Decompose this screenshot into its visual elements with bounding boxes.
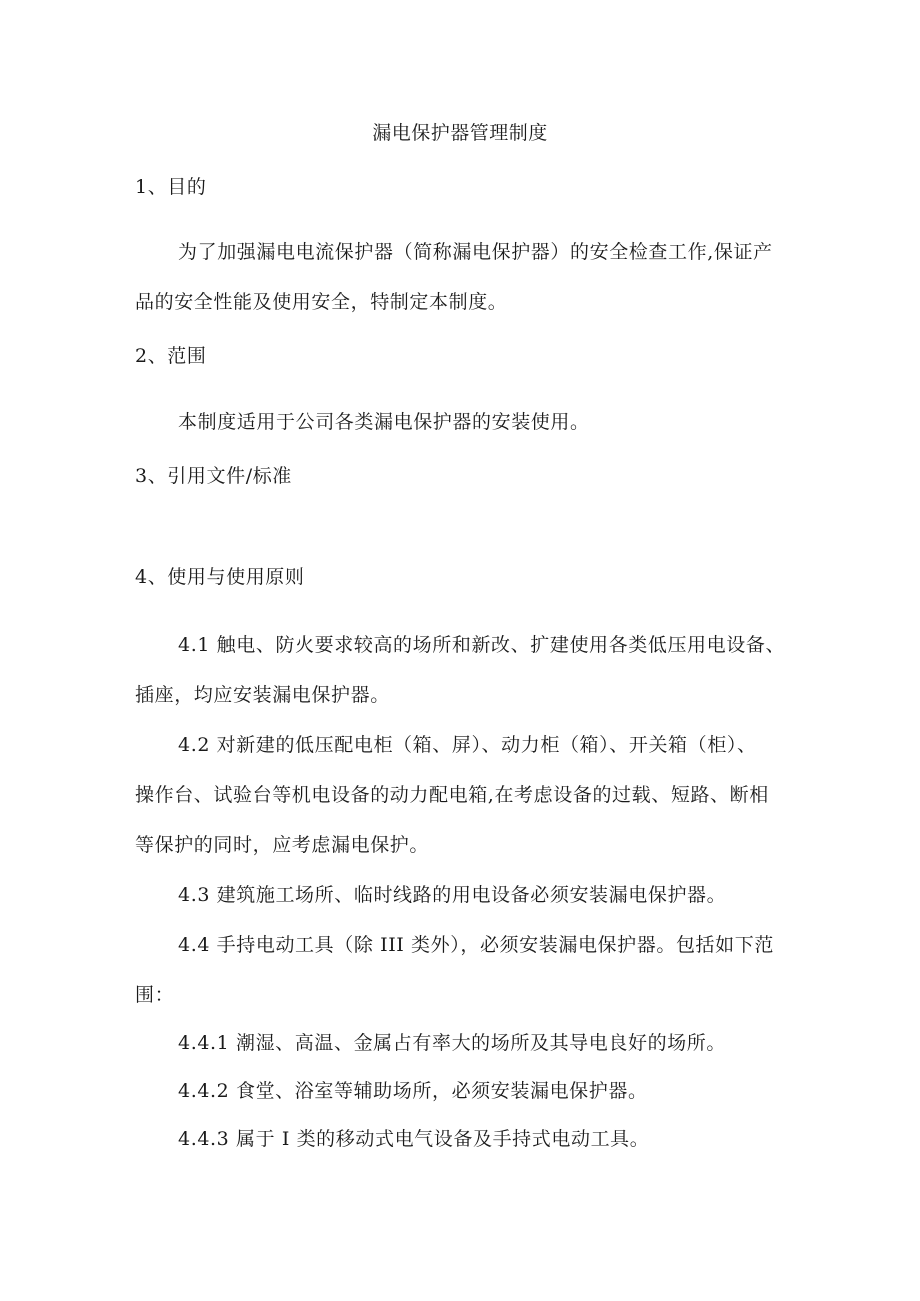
- paragraph-line: 4.4 手持电动工具（除 III 类外），必须安装漏电保护器。包括如下范: [178, 934, 774, 956]
- section-heading-references: 3、引用文件/标准: [135, 465, 292, 487]
- section-heading-purpose: 1、目的: [135, 176, 207, 198]
- paragraph-line: 4.4.1 潮湿、高温、金属占有率大的场所及其导电良好的场所。: [178, 1032, 726, 1054]
- paragraph-line: 4.3 建筑施工场所、临时线路的用电设备必须安装漏电保护器。: [178, 884, 727, 906]
- section-heading-scope: 2、范围: [135, 345, 207, 367]
- paragraph-line: 操作台、试验台等机电设备的动力配电箱,在考虑设备的过载、短路、断相: [135, 784, 769, 806]
- paragraph-line: 本制度适用于公司各类漏电保护器的安装使用。: [178, 411, 590, 433]
- paragraph-line: 围：: [135, 984, 175, 1006]
- paragraph-line: 为了加强漏电电流保护器（简称漏电保护器）的安全检查工作,保证产: [178, 241, 773, 263]
- paragraph-line: 等保护的同时，应考虑漏电保护。: [135, 834, 430, 856]
- paragraph-line: 4.4.3 属于 I 类的移动式电气设备及手持式电动工具。: [178, 1128, 650, 1150]
- paragraph-line: 4.1 触电、防火要求较高的场所和新改、扩建使用各类低压用电设备、: [178, 634, 786, 656]
- paragraph-line: 4.2 对新建的低压配电柜（箱、屏）、动力柜（箱）、开关箱（柜）、: [178, 734, 757, 756]
- document-title: 漏电保护器管理制度: [372, 122, 548, 144]
- paragraph-line: 4.4.2 食堂、浴室等辅助场所，必须安装漏电保护器。: [178, 1080, 648, 1102]
- paragraph-line: 插座，均应安装漏电保护器。: [135, 684, 390, 706]
- paragraph-line: 品的安全性能及使用安全，特制定本制度。: [135, 291, 508, 313]
- section-heading-principles: 4、使用与使用原则: [135, 566, 305, 588]
